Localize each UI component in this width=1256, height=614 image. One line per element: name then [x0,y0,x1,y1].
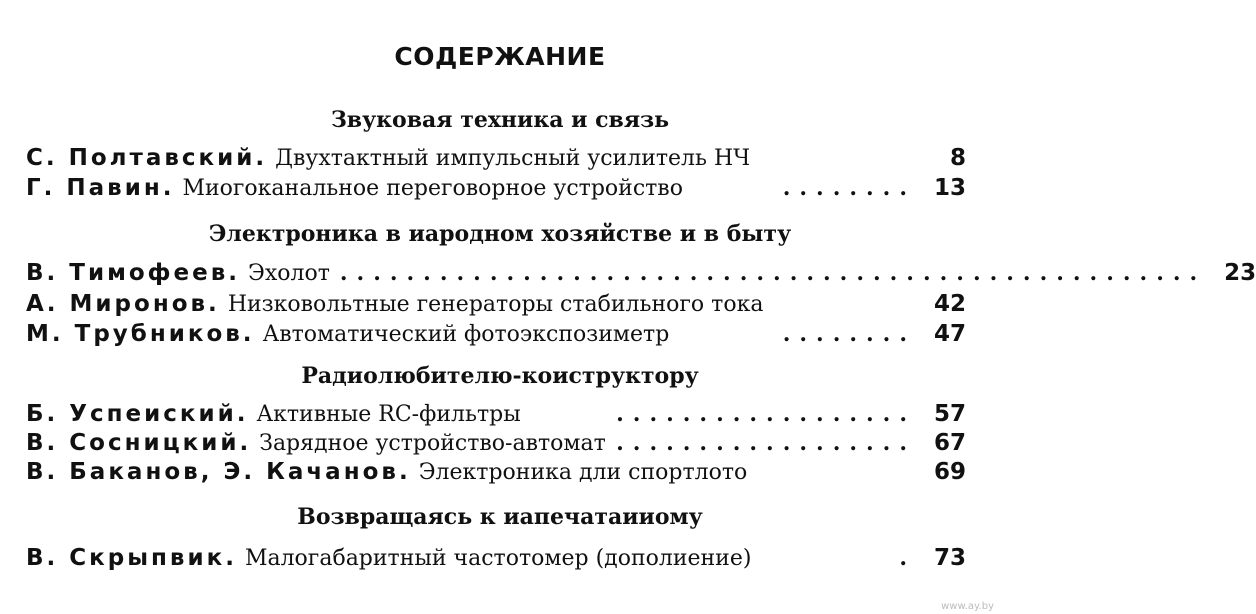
toc-entry [26,430,966,460]
entry-page-number: 42 [933,291,966,317]
entry-page-number: 57 [933,401,966,427]
entry-author: С. Полтавский. [26,145,268,171]
dot-leader: . [899,545,916,571]
entry-title: Активные RC-фильтры [256,402,521,427]
entry-title: Автоматический фотоэкспозиметр [262,322,670,347]
toc-entry [26,145,966,175]
entry-title: Малогабаритный частотомер (дополиение) [244,546,752,571]
entry-title: Миогоканальное переговорное устройство [182,176,683,201]
entry-author: В. Баканов, Э. Качанов. [26,459,411,485]
entry-title: Зарядное устройство-автомат [259,431,606,456]
entry-author: В. Сосницкий. [26,430,252,456]
dot-leader: .................. [616,430,916,456]
section-heading: Возвращаясь к иапечатаииому [297,504,703,530]
entry-page-number: 69 [933,459,966,485]
dot-leader: .................................................... [339,260,1207,286]
toc-entry [26,401,966,431]
entry-page-number: 67 [933,430,966,456]
entry-title: Низковольтные генераторы стабильного тока [227,292,764,317]
entry-page-number: 23 [1224,260,1256,286]
page-title: СОДЕРЖАНИЕ [394,42,606,71]
watermark: www.ay.by [941,601,994,612]
section-heading: Электроника в иародном хозяйстве и в быту [208,221,792,247]
entry-author: Б. Успеиский. [26,401,249,427]
toc-entry [26,291,966,321]
entry-author: М. Трубников. [26,321,255,347]
toc-entry [26,459,966,489]
section-heading: Звуковая техника и связь [330,107,670,133]
entry-title: Эхолот [248,261,330,286]
entry-page-number: 8 [949,145,966,171]
entry-author: Г. Павин. [26,175,175,201]
entry-page-number: 47 [933,321,966,347]
dot-leader: ........ [782,175,916,201]
entry-author: В. Тимофеев. [26,260,240,286]
toc-entry [26,545,966,575]
entry-author: В. Скрыпвик. [26,545,237,571]
toc-entry [26,175,966,205]
toc-entry [26,321,966,351]
section-heading: Радиолюбителю-коиструктору [301,363,699,389]
dot-leader: ........ [782,321,916,347]
entry-page-number: 73 [933,545,966,571]
entry-title: Двухтактный импульсный усилитель НЧ [275,146,751,171]
entry-author: А. Миронов. [26,291,220,317]
toc-entry [26,260,1256,290]
entry-title: Электроника дли спортлото [418,460,748,485]
entry-page-number: 13 [933,175,966,201]
dot-leader: .................. [616,401,916,427]
